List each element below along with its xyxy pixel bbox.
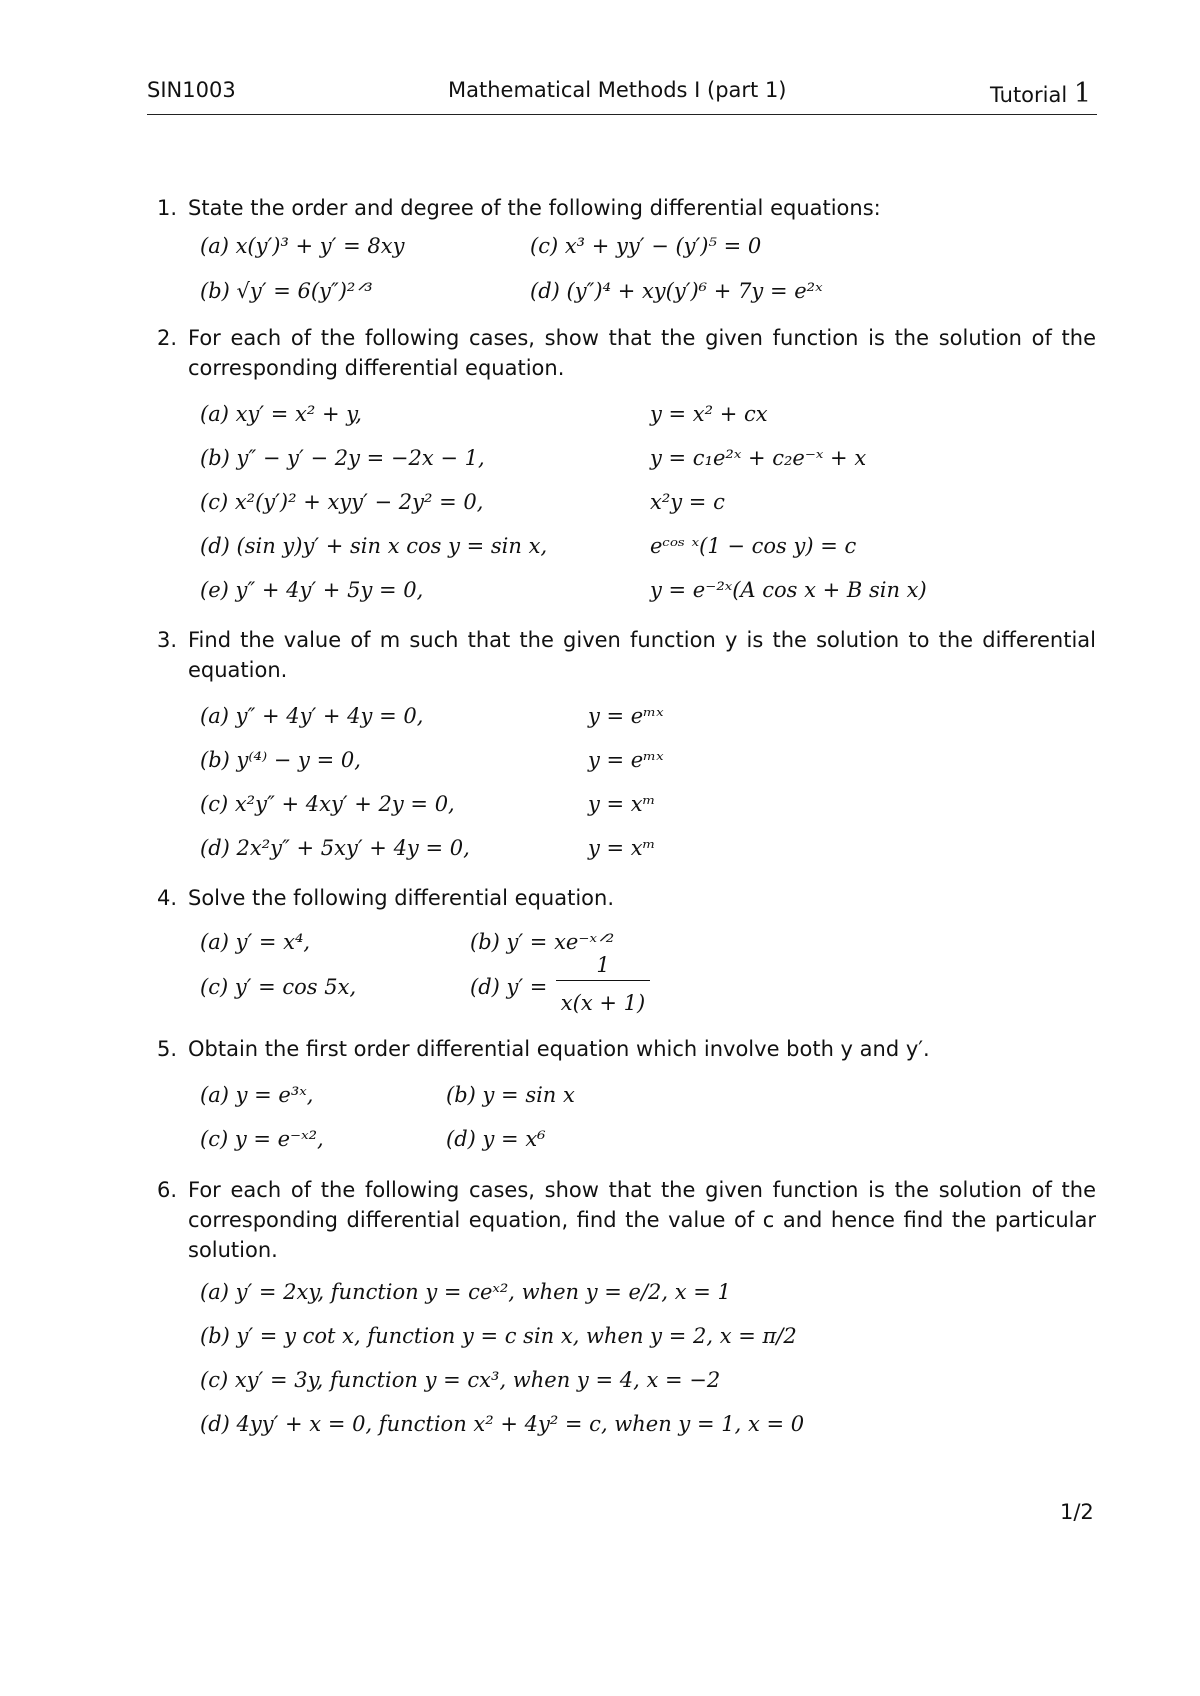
q2-item-c: (c) x²(y′)² + xyy′ − 2y² = 0,	[200, 490, 484, 514]
q6-item-c: (c) xy′ = 3y, function y = cx³, when y = 4, x = −2	[200, 1368, 721, 1392]
q2-function-a: y = x² + cx	[650, 402, 768, 426]
q4-item-c: (c) y′ = cos 5x,	[200, 975, 357, 999]
q3-item-b: (b) y⁽⁴⁾ − y = 0,	[200, 748, 361, 772]
q6-item-a: (a) y′ = 2xy, function y = ceˣ², when y = e/2, x = 1	[200, 1280, 731, 1304]
q4-text: Solve the following differential equation.	[188, 886, 614, 910]
q3-function-c: y = xᵐ	[588, 792, 656, 816]
q6-text: For each of the following cases, show that the given function is the solution of the corresponding differential equation, find the value of c and hence find the particular solution.	[188, 1178, 1096, 1262]
q4-fraction-numerator: 1	[556, 955, 650, 981]
q5-item-a: (a) y = e³ˣ,	[200, 1083, 314, 1107]
q4-item-a: (a) y′ = x⁴,	[200, 930, 311, 954]
tutorial-word: Tutorial	[990, 83, 1068, 107]
q5-text: Obtain the first order differential equation which involve both y and y′.	[188, 1037, 930, 1061]
q2-item-d: (d) (sin y)y′ + sin x cos y = sin x,	[200, 534, 548, 558]
q1-item-c: (c) x³ + yy′ − (y′)⁵ = 0	[530, 234, 762, 258]
q5-item-c: (c) y = e⁻ˣ²,	[200, 1127, 324, 1151]
q5-item-d: (d) y = x⁶	[446, 1127, 546, 1151]
q2-function-b: y = c₁e²ˣ + c₂e⁻ˣ + x	[650, 446, 867, 470]
q2-item-b: (b) y″ − y′ − 2y = −2x − 1,	[200, 446, 485, 470]
q5-number: 5.	[157, 1037, 178, 1061]
document-title: Mathematical Methods I (part 1)	[448, 78, 787, 102]
q3-item-c: (c) x²y″ + 4xy′ + 2y = 0,	[200, 792, 455, 816]
header-rule	[147, 114, 1097, 115]
q2-item-a: (a) xy′ = x² + y,	[200, 402, 362, 426]
course-code: SIN1003	[147, 78, 236, 102]
q3-function-b: y = eᵐˣ	[588, 748, 664, 772]
q4-item-d-label: (d) y′ =	[470, 975, 548, 999]
q1-number: 1.	[157, 196, 178, 220]
q4-item-b: (b) y′ = xe⁻ˣᐟ²	[470, 930, 615, 954]
q3-item-d: (d) 2x²y″ + 5xy′ + 4y = 0,	[200, 836, 470, 860]
q3-function-a: y = eᵐˣ	[588, 704, 664, 728]
q2-function-d: eᶜᵒˢ ˣ(1 − cos y) = c	[650, 534, 857, 558]
q3-item-a: (a) y″ + 4y′ + 4y = 0,	[200, 704, 424, 728]
q2-text: For each of the following cases, show that the given function is the solution of the corresponding differential equation.	[188, 326, 1096, 380]
tutorial-number: 1	[1073, 78, 1092, 109]
q3-number: 3.	[157, 628, 178, 652]
q2-item-e: (e) y″ + 4y′ + 5y = 0,	[200, 578, 424, 602]
q3-function-d: y = xᵐ	[588, 836, 656, 860]
page-number: 1/2	[1060, 1500, 1094, 1524]
q1-item-d: (d) (y″)⁴ + xy(y′)⁶ + 7y = e²ˣ	[530, 279, 823, 303]
q2-function-e: y = e⁻²ˣ(A cos x + B sin x)	[650, 578, 927, 602]
q1-item-a: (a) x(y′)³ + y′ = 8xy	[200, 234, 405, 258]
q5-item-b: (b) y = sin x	[446, 1083, 575, 1107]
q6-number: 6.	[157, 1178, 178, 1202]
q6-item-b: (b) y′ = y cot x, function y = c sin x, when y = 2, x = π/2	[200, 1324, 797, 1348]
q4-number: 4.	[157, 886, 178, 910]
q2-number: 2.	[157, 326, 178, 350]
q1-text: State the order and degree of the following differential equations:	[188, 196, 881, 220]
q1-item-b: (b) √y′ = 6(y″)²ᐟ³	[200, 279, 373, 303]
q6-item-d: (d) 4yy′ + x = 0, function x² + 4y² = c, when y = 1, x = 0	[200, 1412, 805, 1436]
q2-function-c: x²y = c	[650, 490, 725, 514]
tutorial-label	[990, 78, 1091, 109]
q4-fraction-denominator: x(x + 1)	[560, 991, 646, 1015]
q3-text: Find the value of m such that the given function y is the solution to the differential equation.	[188, 628, 1096, 682]
